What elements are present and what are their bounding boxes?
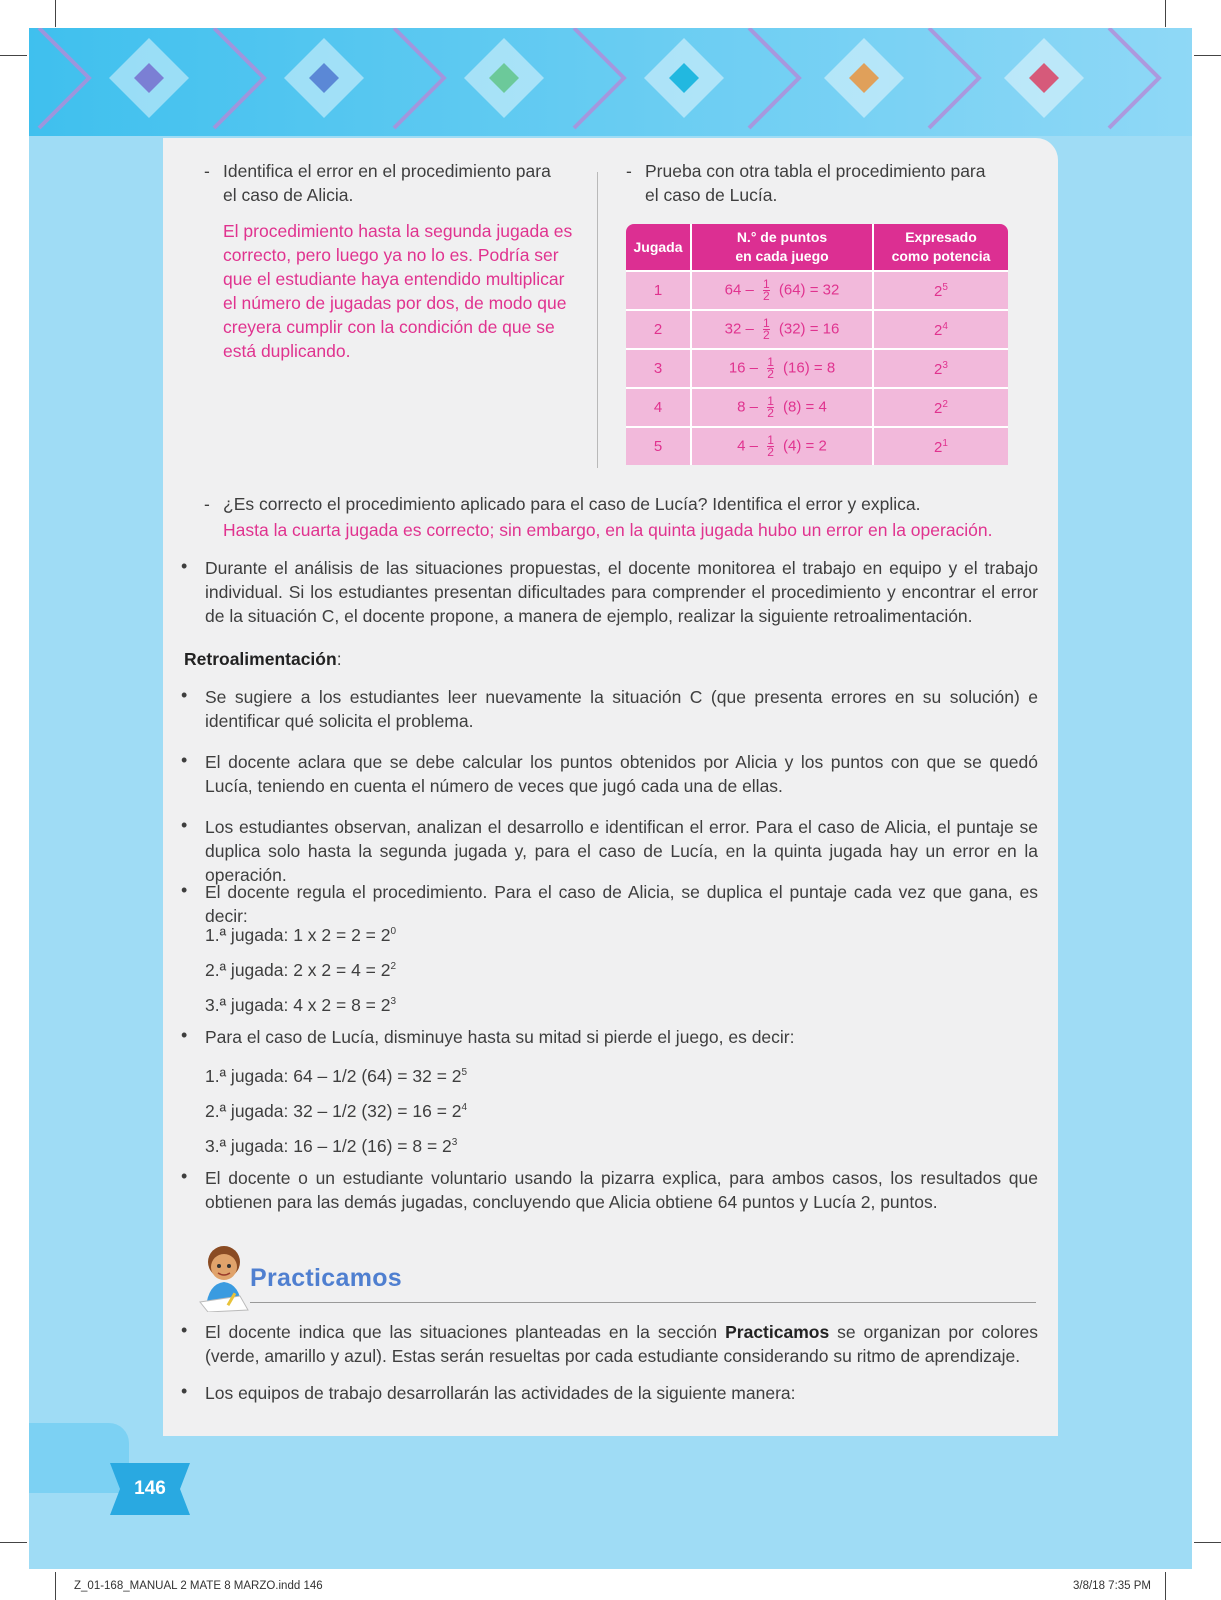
decorative-banner [29,28,1192,136]
question-line: el caso de Alicia. [223,185,354,205]
cell-jugada: 3 [626,348,692,387]
question-line: Prueba con otra tabla el procedimiento para [645,161,986,181]
header-text: Expresado [905,229,977,245]
fraction-num: 1 [763,277,770,291]
lucia-intro: Para el caso de Lucía, disminuye hasta su mitad si pierde el juego, es decir: [205,1027,795,1047]
header-text: en cada juego [735,248,829,264]
cell-potencia [874,270,1008,309]
dash-marker: - [204,494,210,514]
cell-puntos [692,309,874,348]
practicamos-bullet: Los equipos de trabajo desarrollarán las actividades de la siguiente manera: [205,1383,796,1403]
header-text: Jugada [633,238,683,255]
fraction-num: 1 [767,433,774,447]
alicia-step [205,990,396,1017]
bullet-dot: • [181,880,188,900]
header-potencia [874,224,1008,270]
retro-title: Retroalimentación [184,649,337,669]
cell-puntos [692,387,874,426]
bullet-dot: • [181,685,188,705]
power-base: 2 [934,399,943,417]
fraction-num: 1 [767,355,774,369]
practicamos-bold: Practicamos [725,1322,830,1342]
cell-potencia [874,309,1008,348]
step-exponent: 5 [461,1067,468,1078]
footer-date: 3/8/18 7:35 PM [1073,1580,1151,1592]
expr-left: 16 – [728,359,759,377]
bullet-dot: • [181,750,188,770]
expr-left: 4 – [737,437,759,455]
step-exponent: 3 [451,1137,458,1148]
table-row [626,426,1008,465]
answer-line: está duplicando. [223,341,351,361]
lucia-step [205,1096,467,1123]
retro-colon: : [336,649,342,669]
fraction [767,435,774,458]
answer-line: que el estudiante haya entendido multiplicar [223,269,565,289]
crop-mark [1194,1542,1221,1543]
header-jugada [626,224,692,270]
question-lucia [645,159,1015,207]
crop-mark [55,0,56,27]
cell-puntos [692,270,874,309]
page-number: 146 [134,1478,166,1499]
retro-bullet: El docente regula el procedimiento. Para el caso de Alicia, se duplica el puntaje cada vez que gana, es decir: [205,882,1038,926]
step-text: 3.ª jugada: 4 x 2 = 8 = 2 [205,994,391,1015]
student-writing-illustration [196,1240,252,1312]
fraction [763,318,770,341]
fraction-den: 2 [767,367,774,381]
question-line: el caso de Lucía. [645,185,778,205]
power-base: 2 [934,360,943,378]
lucia-points-table [626,224,1008,465]
dash-marker: - [204,161,210,181]
power-base: 2 [934,321,943,339]
power-base: 2 [934,282,943,300]
expr-left: 64 – [724,281,754,299]
alicia-step [205,955,396,982]
fraction-num: 1 [763,316,770,330]
retro-heading [184,647,342,671]
crop-mark [1165,0,1166,27]
step-text: 3.ª jugada: 16 – 1/2 (16) = 8 = 2 [205,1135,452,1156]
power-exponent: 5 [942,281,948,293]
header-puntos [692,224,874,270]
step-exponent: 2 [390,961,397,972]
expr-right: (16) = 8 [783,359,836,377]
cell-potencia [874,348,1008,387]
expr-right: (8) = 4 [783,398,827,416]
table-row [626,270,1008,309]
answer-line: correcto, pero luego ya no lo es. Podría ser [223,245,559,265]
retro-bullet: Se sugiere a los estudiantes leer nuevamente la situación C (que presenta errores en su solución) e identificar qué solicita el problema. [205,687,1038,731]
expr-right: (4) = 2 [783,437,827,455]
section-rule [250,1302,1036,1303]
cell-jugada: 2 [626,309,692,348]
expr-right: (64) = 32 [778,281,840,299]
bullet-dot: • [181,556,188,576]
step-text: 1.ª jugada: 64 – 1/2 (64) = 32 = 2 [205,1065,462,1086]
answer-line: El procedimiento hasta la segunda jugada es [223,221,573,241]
power-exponent: 2 [942,398,948,410]
fraction [767,396,774,419]
step-exponent: 4 [461,1102,468,1113]
bullet-dot: • [181,1381,188,1401]
cell-potencia [874,426,1008,465]
answer-line: el número de jugadas por dos, de modo que [223,293,567,313]
cell-jugada: 4 [626,387,692,426]
fraction-den: 2 [763,328,770,342]
table-row [626,309,1008,348]
table-row [626,348,1008,387]
cell-jugada: 1 [626,270,692,309]
cell-potencia [874,387,1008,426]
step-text: 2.ª jugada: 2 x 2 = 4 = 2 [205,959,391,980]
bullet-dot: • [181,815,188,835]
step-text: 1.ª jugada: 1 x 2 = 2 = 2 [205,924,391,945]
practicamos-bullet [205,1320,1038,1368]
cell-jugada: 5 [626,426,692,465]
dash-marker: - [626,161,632,181]
power-base: 2 [934,438,943,456]
fraction [767,357,774,380]
fraction-num: 1 [767,394,774,408]
bullet-dot: • [181,1320,188,1340]
table-row [626,387,1008,426]
footer-file: Z_01-168_MANUAL 2 MATE 8 MARZO.indd 146 [74,1580,323,1592]
bullet-dot: • [181,1025,188,1045]
power-exponent: 3 [942,359,948,371]
crop-mark [1194,55,1221,56]
table-header-row [626,224,1008,270]
fraction-den: 2 [767,406,774,420]
bullet-dot: • [181,1166,188,1186]
fraction-den: 2 [767,445,774,459]
header-text: como potencia [891,248,991,264]
practicamos-text: se organizan por colores (verde, amarillo y azul). Estas serán resueltas por cada estudiante considerando su ritmo de aprendizaje. [205,1322,1039,1366]
retro-bullet: El docente aclara que se debe calcular los puntos obtenidos por Alicia y los puntos con que se quedó Lucía, teniendo en cuenta el número de veces que jugó cada una de ellas. [205,752,1038,796]
question-correcto: ¿Es correcto el procedimiento aplicado para el caso de Lucía? Identifica el error y explica. [223,494,921,514]
crop-mark [0,55,27,56]
alicia-step [205,920,396,947]
step-exponent: 3 [390,996,397,1007]
cell-puntos [692,426,874,465]
crop-mark [0,1542,27,1543]
expr-right: (32) = 16 [778,320,840,338]
crop-mark [1165,1572,1166,1600]
conclusion-paragraph: El docente o un estudiante voluntario usando la pizarra explica, para ambos casos, los resultados que obtienen para las demás jugadas, concluyendo que Alicia obtiene 64 puntos y Lucía 2, puntos. [205,1168,1038,1212]
answer-correcto: Hasta la cuarta jugada es correcto; sin embargo, en la quinta jugada hubo un error en la operación. [223,520,993,540]
expr-left: 8 – [737,398,759,416]
power-exponent: 4 [942,320,948,332]
cell-puntos [692,348,874,387]
crop-mark [55,1572,56,1600]
question-line: Identifica el error en el procedimiento para [223,161,551,181]
expr-left: 32 – [724,320,754,338]
lucia-step [205,1131,457,1158]
practicamos-text: El docente indica que las situaciones planteadas en la sección [205,1322,726,1342]
step-exponent: 0 [390,926,397,937]
retro-bullet: Los estudiantes observan, analizan el desarrollo e identifican el error. Para el caso de Alicia, el puntaje se duplica solo hasta la segunda jugada y, para el caso de Lucía, en la quinta jugada hay un error en la operación. [205,817,1038,885]
step-text: 2.ª jugada: 32 – 1/2 (32) = 16 = 2 [205,1100,462,1121]
fraction [763,279,770,302]
column-divider [597,172,598,468]
answer-alicia [223,219,573,363]
power-exponent: 1 [942,437,948,449]
fraction-den: 2 [763,289,770,303]
practicamos-title: Practicamos [250,1264,402,1292]
lucia-step [205,1061,467,1088]
question-alicia [223,159,573,207]
analysis-paragraph: Durante el análisis de las situaciones propuestas, el docente monitorea el trabajo en equipo y el trabajo individual. Si los estudiantes presentan dificultades para comprender el procedimiento y encontrar el error de la situación C, el docente propone, a manera de ejemplo, realizar la siguiente retroalimentación. [205,558,1038,626]
answer-line: creyera cumplir con la condición de que se [223,317,555,337]
header-text: N.° de puntos [736,229,828,245]
